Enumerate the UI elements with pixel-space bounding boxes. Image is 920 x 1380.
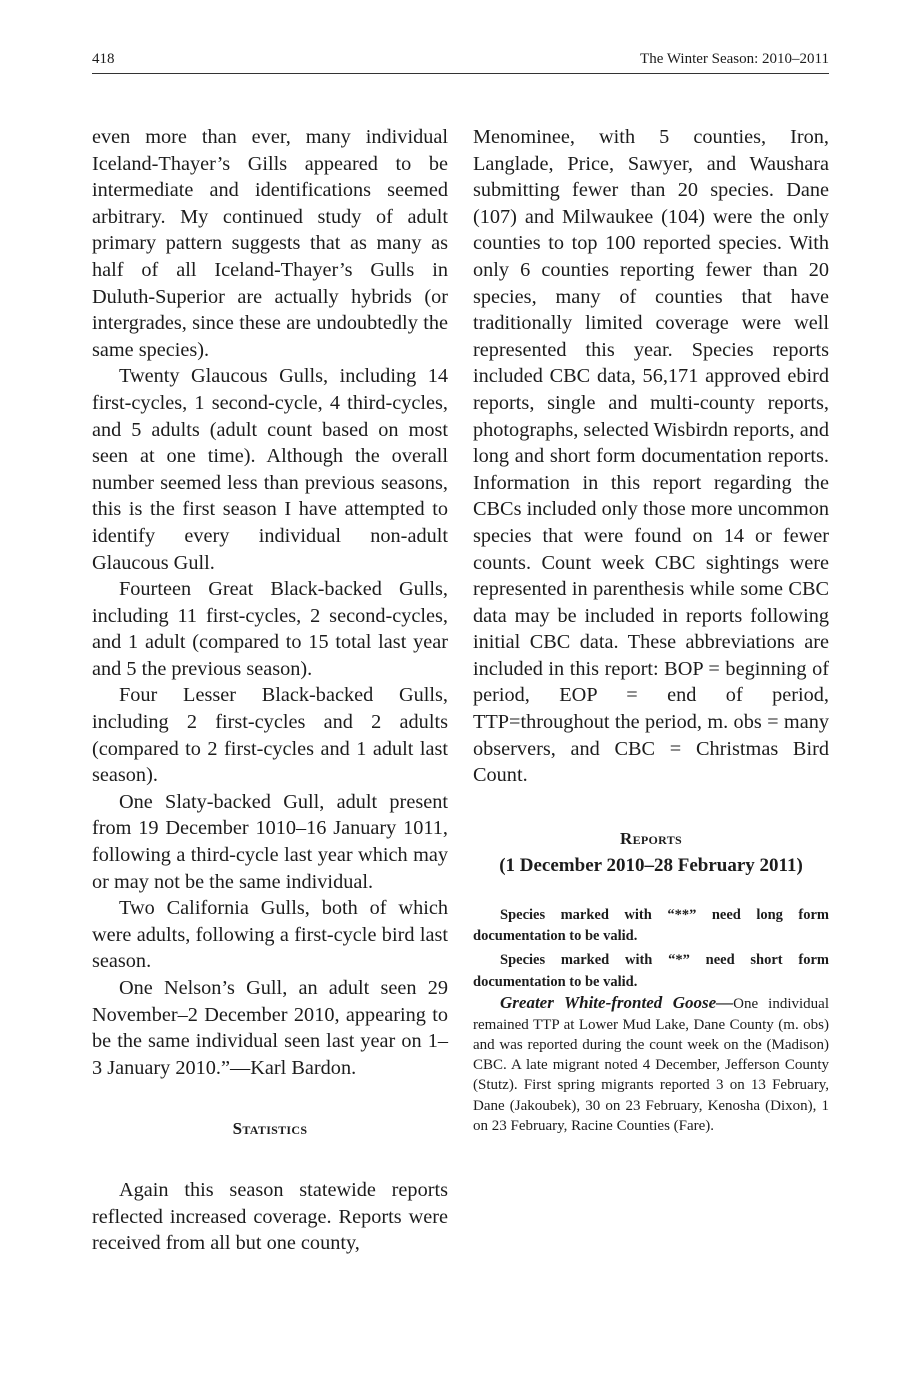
paragraph-continued: even more than ever, many individual Iceland-Thayer’s Gills appeared to be intermediate and identifications seemed arbitrary. My continued study of adult primary pattern suggests that as many as half of all Iceland-Thayer’s Gulls in Duluth-Superior are actually hybrids (or intergrades, since these are undoubtedly the same species). bbox=[92, 126, 448, 361]
paragraph-slaty-backed-gull: One Slaty-backed Gull, adult present from 19 December 1010–16 January 1011, following a third-cycle last year which may or may not be the same individual. bbox=[92, 790, 448, 893]
statistics-heading: Statistics bbox=[232, 1119, 308, 1139]
paragraph-statistics-continued: Menominee, with 5 counties, Iron, Langlade, Price, Sawyer, and Waushara submitting fewer than 20 species. Dane (107) and Milwaukee (104) were the only counties to top 100 reported species. With only 6 counties reporting fewer than 20 species, many of counties that have traditionally limited coverage were well represented this year. Species reports included CBC data, 56,171 approved ebird reports, single and multi-county reports, photographs, selected Wisbirdn reports, and long and short form documentation reports. Information in this report regarding the CBCs included only those more uncommon species that were found on 14 or fewer counts. Count week CBC sightings were represented in parenthesis while some CBC data may be included in reports following initial CBC data. These abbreviations are included in this report: BOP = beginning of period, EOP = end of period, TTP=throughout the period, m. obs = many observers, and CBC = Christmas Bird Count. bbox=[473, 126, 829, 787]
paragraph-statistics: Again this season statewide reports reflected increased coverage. Reports were received from all but one county, bbox=[92, 1178, 448, 1255]
left-column bbox=[92, 124, 448, 1257]
paragraph-glaucous-gulls: Twenty Glaucous Gulls, including 14 first-cycles, 1 second-cycle, 4 third-cycles, and 5 adults (adult count based on most seen at one time). Although the overall number seemed less than previous seasons, this is the first season I have attempted to identify every individual non-adult Glaucous Gull. bbox=[92, 365, 448, 574]
paragraph-nelsons-gull: One Nelson’s Gull, an adult seen 29 November–2 December 2010, appearing to be the same individual seen last year on 1–3 January 2010.”—Karl Bardon. bbox=[92, 977, 448, 1079]
species-text: One individual remained TTP at Lower Mud Lake, Dane County (m. obs) and was reported during the count week on the (Madison) CBC. A late migrant noted 4 December, Jefferson County (Stutz). First spring migrants reported 3 on 13 February, Dane (Jakoubek), 30 on 23 February, Kenosha (Dixon), 1 on 23 February, Racine Counties (Fare). bbox=[473, 996, 829, 1134]
species-name: Greater White-fronted Goose— bbox=[500, 993, 734, 1013]
reports-heading: Reports bbox=[620, 828, 682, 848]
species-entry bbox=[473, 993, 829, 1136]
note-long-form: Species marked with “**” need long form documentation to be valid. bbox=[473, 906, 829, 945]
running-head bbox=[92, 50, 829, 68]
paragraph-great-black-backed-gulls: Fourteen Great Black-backed Gulls, including 11 first-cycles, 2 second-cycles, and 1 adult (compared to 15 total last year and 5 the previous season). bbox=[92, 578, 448, 680]
header-rule bbox=[92, 73, 829, 74]
right-column bbox=[473, 124, 829, 1136]
documentation-notes bbox=[473, 905, 829, 993]
paragraph-lesser-black-backed-gulls: Four Lesser Black-backed Gulls, including 2 first-cycles and 2 adults (compared to 2 first-cycles and 1 adult last season). bbox=[92, 684, 448, 787]
paragraph-california-gulls: Two California Gulls, both of which were adults, following a first-cycle bird last season. bbox=[92, 897, 448, 973]
page-number: 418 bbox=[92, 51, 115, 67]
running-title: The Winter Season: 2010–2011 bbox=[640, 51, 829, 67]
reports-date-range: (1 December 2010–28 February 2011) bbox=[499, 854, 803, 876]
note-short-form: Species marked with “*” need short form documentation to be valid. bbox=[473, 952, 829, 990]
